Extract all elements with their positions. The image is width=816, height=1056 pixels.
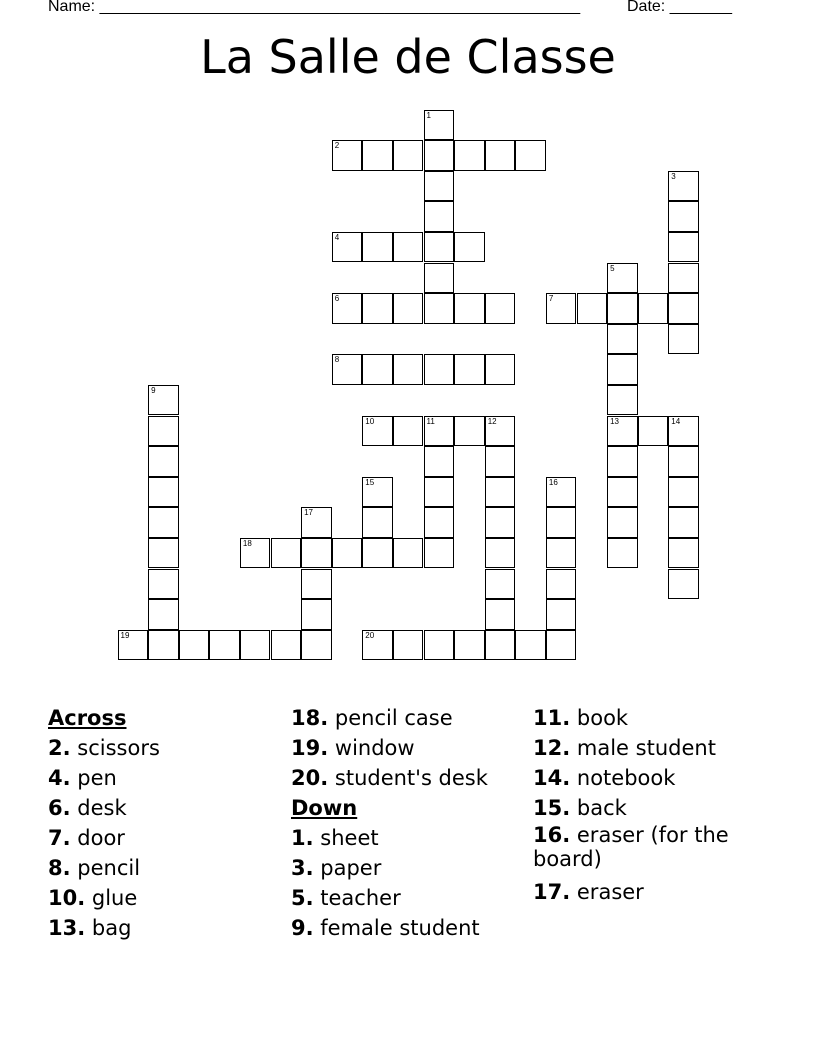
grid-cell[interactable] [485, 354, 516, 385]
grid-cell[interactable] [332, 232, 363, 263]
grid-cell[interactable] [607, 538, 638, 569]
grid-cell[interactable] [362, 140, 393, 171]
grid-cell[interactable] [485, 477, 516, 508]
grid-cell[interactable] [118, 630, 149, 661]
grid-cell[interactable] [148, 599, 179, 630]
grid-cell[interactable] [546, 293, 577, 324]
grid-cell[interactable] [362, 416, 393, 447]
grid-cell[interactable] [454, 293, 485, 324]
cell-number: 11 [426, 416, 435, 426]
grid-cell[interactable] [668, 201, 699, 232]
grid-cell[interactable] [668, 232, 699, 263]
clue-down-17: 17. eraser [533, 880, 644, 904]
grid-cell[interactable] [393, 232, 424, 263]
grid-cell[interactable] [515, 630, 546, 661]
grid-cell[interactable] [424, 507, 455, 538]
grid-cell[interactable] [485, 569, 516, 600]
clue-across-8: 8. pencil [48, 856, 141, 880]
grid-cell[interactable] [362, 354, 393, 385]
grid-cell[interactable] [546, 477, 577, 508]
grid-cell[interactable] [393, 538, 424, 569]
clue-across-18: 18. pencil case [291, 706, 453, 730]
grid-cell[interactable] [424, 110, 455, 141]
grid-cell[interactable] [179, 630, 210, 661]
cell-number: 7 [548, 294, 554, 304]
grid-cell[interactable] [638, 293, 669, 324]
grid-cell[interactable] [148, 507, 179, 538]
grid-cell[interactable] [332, 354, 363, 385]
grid-cell[interactable] [485, 446, 516, 477]
cell-number: 17 [304, 508, 313, 518]
grid-cell[interactable] [485, 293, 516, 324]
grid-cell[interactable] [362, 293, 393, 324]
grid-cell[interactable] [485, 140, 516, 171]
clue-down-3: 3. paper [291, 856, 382, 880]
clue-down-5: 5. teacher [291, 886, 401, 910]
clue-across-7: 7. door [48, 826, 125, 850]
grid-cell[interactable] [424, 140, 455, 171]
grid-cell[interactable] [362, 507, 393, 538]
clue-down-15: 15. back [533, 796, 627, 820]
grid-cell[interactable] [454, 416, 485, 447]
name-field-label: Name: ______________________________________________________ [48, 0, 581, 15]
clue-column-3 [533, 703, 773, 907]
grid-cell[interactable] [424, 201, 455, 232]
clue-down-12: 12. male student [533, 736, 716, 760]
grid-cell[interactable] [485, 416, 516, 447]
grid-cell[interactable] [148, 630, 179, 661]
grid-cell[interactable] [332, 140, 363, 171]
grid-cell[interactable] [332, 538, 363, 569]
grid-cell[interactable] [209, 630, 240, 661]
grid-cell[interactable] [362, 477, 393, 508]
down-heading: Down [291, 796, 358, 820]
grid-cell[interactable] [424, 263, 455, 294]
grid-cell[interactable] [301, 507, 332, 538]
cell-number: 8 [334, 355, 340, 365]
clue-down-1: 1. sheet [291, 826, 379, 850]
cell-number: 12 [487, 416, 497, 426]
grid-cell[interactable] [454, 630, 485, 661]
cell-number: 18 [242, 538, 252, 548]
grid-cell[interactable] [546, 630, 577, 661]
grid-cell[interactable] [668, 263, 699, 294]
grid-cell[interactable] [424, 446, 455, 477]
cell-number: 6 [334, 294, 340, 304]
grid-cell[interactable] [668, 171, 699, 202]
grid-cell[interactable] [546, 507, 577, 538]
grid-cell[interactable] [301, 630, 332, 661]
clue-across-13: 13. bag [48, 916, 132, 940]
grid-cell[interactable] [148, 477, 179, 508]
grid-cell[interactable] [454, 354, 485, 385]
grid-cell[interactable] [638, 416, 669, 447]
grid-cell[interactable] [607, 477, 638, 508]
grid-cell[interactable] [362, 538, 393, 569]
grid-cell[interactable] [668, 507, 699, 538]
grid-cell[interactable] [424, 354, 455, 385]
cell-number: 13 [610, 416, 619, 426]
clue-column-2 [291, 703, 531, 943]
clue-down-11: 11. book [533, 706, 629, 730]
grid-cell[interactable] [424, 171, 455, 202]
grid-cell[interactable] [148, 569, 179, 600]
clue-across-10: 10. glue [48, 886, 138, 910]
grid-cell[interactable] [485, 538, 516, 569]
grid-cell[interactable] [393, 140, 424, 171]
grid-cell[interactable] [148, 446, 179, 477]
clue-column-1 [48, 703, 288, 943]
grid-cell[interactable] [301, 599, 332, 630]
page-title: La Salle de Classe [200, 30, 616, 84]
cell-number: 20 [365, 630, 375, 640]
grid-cell[interactable] [424, 416, 455, 447]
grid-cell[interactable] [668, 538, 699, 569]
grid-cell[interactable] [271, 630, 302, 661]
grid-cell[interactable] [607, 263, 638, 294]
grid-cell[interactable] [607, 385, 638, 416]
grid-cell[interactable] [271, 538, 302, 569]
grid-cell[interactable] [485, 630, 516, 661]
cell-number: 3 [671, 171, 676, 181]
grid-cell[interactable] [607, 507, 638, 538]
cell-number: 5 [610, 263, 615, 273]
grid-cell[interactable] [668, 569, 699, 600]
cell-number: 2 [334, 141, 340, 151]
cell-number: 15 [365, 477, 375, 487]
cell-number: 4 [334, 232, 340, 242]
across-heading: Across [48, 706, 127, 730]
grid-cell[interactable] [668, 416, 699, 447]
grid-cell[interactable] [485, 507, 516, 538]
grid-cell[interactable] [393, 293, 424, 324]
grid-cell[interactable] [607, 446, 638, 477]
grid-cell[interactable] [668, 293, 699, 324]
grid-cell[interactable] [148, 538, 179, 569]
grid-cell[interactable] [332, 293, 363, 324]
grid-cell[interactable] [393, 354, 424, 385]
grid-cell[interactable] [301, 538, 332, 569]
grid-cell[interactable] [424, 538, 455, 569]
grid-cell[interactable] [301, 569, 332, 600]
grid-cell[interactable] [577, 293, 608, 324]
grid-cell[interactable] [546, 569, 577, 600]
date-field-label: Date: _______ [627, 0, 732, 15]
grid-cell[interactable] [424, 293, 455, 324]
clue-across-20: 20. student's desk [291, 766, 488, 790]
grid-cell[interactable] [240, 630, 271, 661]
clue-across-2: 2. scissors [48, 736, 160, 760]
grid-cell[interactable] [148, 385, 179, 416]
grid-cell[interactable] [424, 232, 455, 263]
cell-number: 10 [365, 416, 375, 426]
cell-number: 19 [120, 630, 130, 640]
grid-cell[interactable] [485, 599, 516, 630]
grid-cell[interactable] [607, 324, 638, 355]
grid-cell[interactable] [393, 630, 424, 661]
grid-cell[interactable] [607, 354, 638, 385]
grid-cell[interactable] [393, 416, 424, 447]
clue-across-6: 6. desk [48, 796, 127, 820]
grid-cell[interactable] [607, 416, 638, 447]
grid-cell[interactable] [668, 324, 699, 355]
grid-cell[interactable] [424, 477, 455, 508]
grid-cell[interactable] [454, 140, 485, 171]
grid-cell[interactable] [362, 630, 393, 661]
grid-cell[interactable] [424, 630, 455, 661]
cell-number: 1 [426, 110, 431, 120]
cell-number: 9 [151, 385, 156, 395]
grid-cell[interactable] [668, 477, 699, 508]
clue-down-16: 16. eraser (for the board) [533, 823, 729, 871]
cell-number: 14 [671, 416, 681, 426]
clue-down-14: 14. notebook [533, 766, 676, 790]
clue-across-4: 4. pen [48, 766, 117, 790]
cell-number: 16 [548, 477, 558, 487]
grid-cell[interactable] [546, 538, 577, 569]
clue-down-9: 9. female student [291, 916, 480, 940]
grid-cell[interactable] [454, 232, 485, 263]
grid-cell[interactable] [607, 293, 638, 324]
clue-across-19: 19. window [291, 736, 415, 760]
grid-cell[interactable] [240, 538, 271, 569]
grid-cell[interactable] [148, 416, 179, 447]
grid-cell[interactable] [546, 599, 577, 630]
grid-cell[interactable] [668, 446, 699, 477]
grid-cell[interactable] [362, 232, 393, 263]
grid-cell[interactable] [515, 140, 546, 171]
